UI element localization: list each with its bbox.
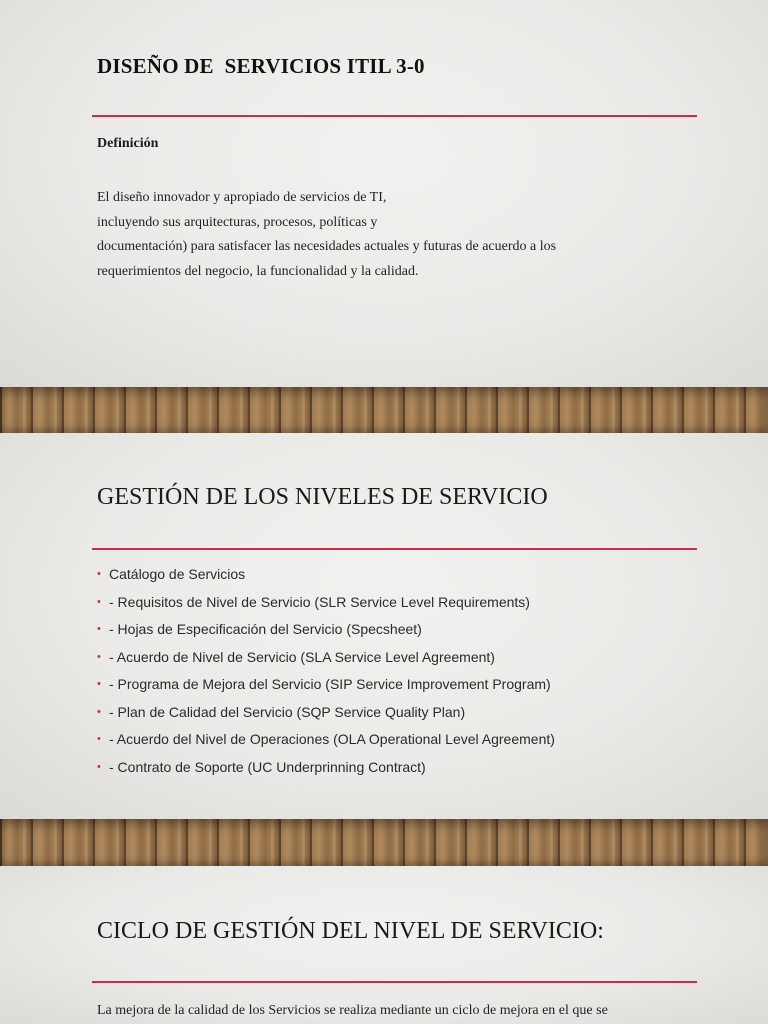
- list-item: [97, 591, 555, 619]
- bullet-dot-icon: •: [97, 568, 101, 580]
- bullet-dot-icon: •: [97, 623, 101, 635]
- slide-3-title-rule: [92, 981, 697, 983]
- slide-1-title-rule: [92, 115, 697, 117]
- list-item-text: - Acuerdo de Nivel de Servicio (SLA Service Level Agreement): [109, 648, 495, 665]
- definition-line: requerimientos del negocio, la funcionalidad y la calidad.: [97, 263, 419, 279]
- list-item-text: - Requisitos de Nivel de Servicio (SLR Service Level Requirements): [109, 593, 530, 610]
- list-item: [97, 646, 555, 674]
- wood-floor-divider: [0, 387, 768, 433]
- list-item-text: - Hojas de Especificación del Servicio (Specsheet): [109, 621, 422, 637]
- slide-2-title: GESTIÓN DE LOS NIVELES DE SERVICIO: [97, 484, 548, 510]
- slide-2-bullet-list: [97, 563, 555, 783]
- bullet-dot-icon: •: [97, 650, 101, 663]
- list-item: [97, 563, 555, 591]
- list-item: [97, 728, 555, 756]
- list-item: [97, 673, 555, 701]
- slide-2-title-rule: [92, 548, 697, 550]
- slide-1-subtitle: Definición: [97, 136, 159, 151]
- slide-1-title: DISEÑO DE SERVICIOS ITIL 3-0: [97, 54, 425, 78]
- slide-1-definition-text: [97, 186, 556, 284]
- bullet-dot-icon: •: [97, 733, 101, 745]
- list-item-text: - Acuerdo del Nivel de Operaciones (OLA Operational Level Agreement): [109, 731, 555, 747]
- slide-diseno-servicios: [0, 0, 768, 387]
- slide-3-paragraph: La mejora de la calidad de los Servicios se realiza mediante un ciclo de mejora en el que se: [97, 1003, 608, 1018]
- list-item-text: - Plan de Calidad del Servicio (SQP Service Quality Plan): [109, 703, 466, 720]
- bullet-dot-icon: •: [97, 760, 101, 773]
- bullet-dot-icon: •: [97, 705, 101, 718]
- list-item-text: - Contrato de Soporte (UC Underprinning Contract): [109, 758, 426, 775]
- wood-floor-divider: [0, 819, 768, 866]
- slide-3-title: CICLO DE GESTIÓN DEL NIVEL DE SERVICIO:: [97, 918, 604, 944]
- list-item-text: - Programa de Mejora del Servicio (SIP Service Improvement Program): [109, 676, 551, 692]
- definition-line: El diseño innovador y apropiado de servicios de TI,: [97, 190, 387, 205]
- list-item-text: Catálogo de Servicios: [109, 566, 246, 582]
- bullet-dot-icon: •: [97, 678, 101, 690]
- definition-line: incluyendo sus arquitecturas, procesos, políticas y: [97, 214, 378, 230]
- definition-line: documentación) para satisfacer las necesidades actuales y futuras de acuerdo a los: [97, 239, 557, 254]
- list-item: [97, 756, 555, 784]
- list-item: [97, 618, 555, 646]
- bullet-dot-icon: •: [97, 595, 101, 608]
- list-item: [97, 701, 555, 729]
